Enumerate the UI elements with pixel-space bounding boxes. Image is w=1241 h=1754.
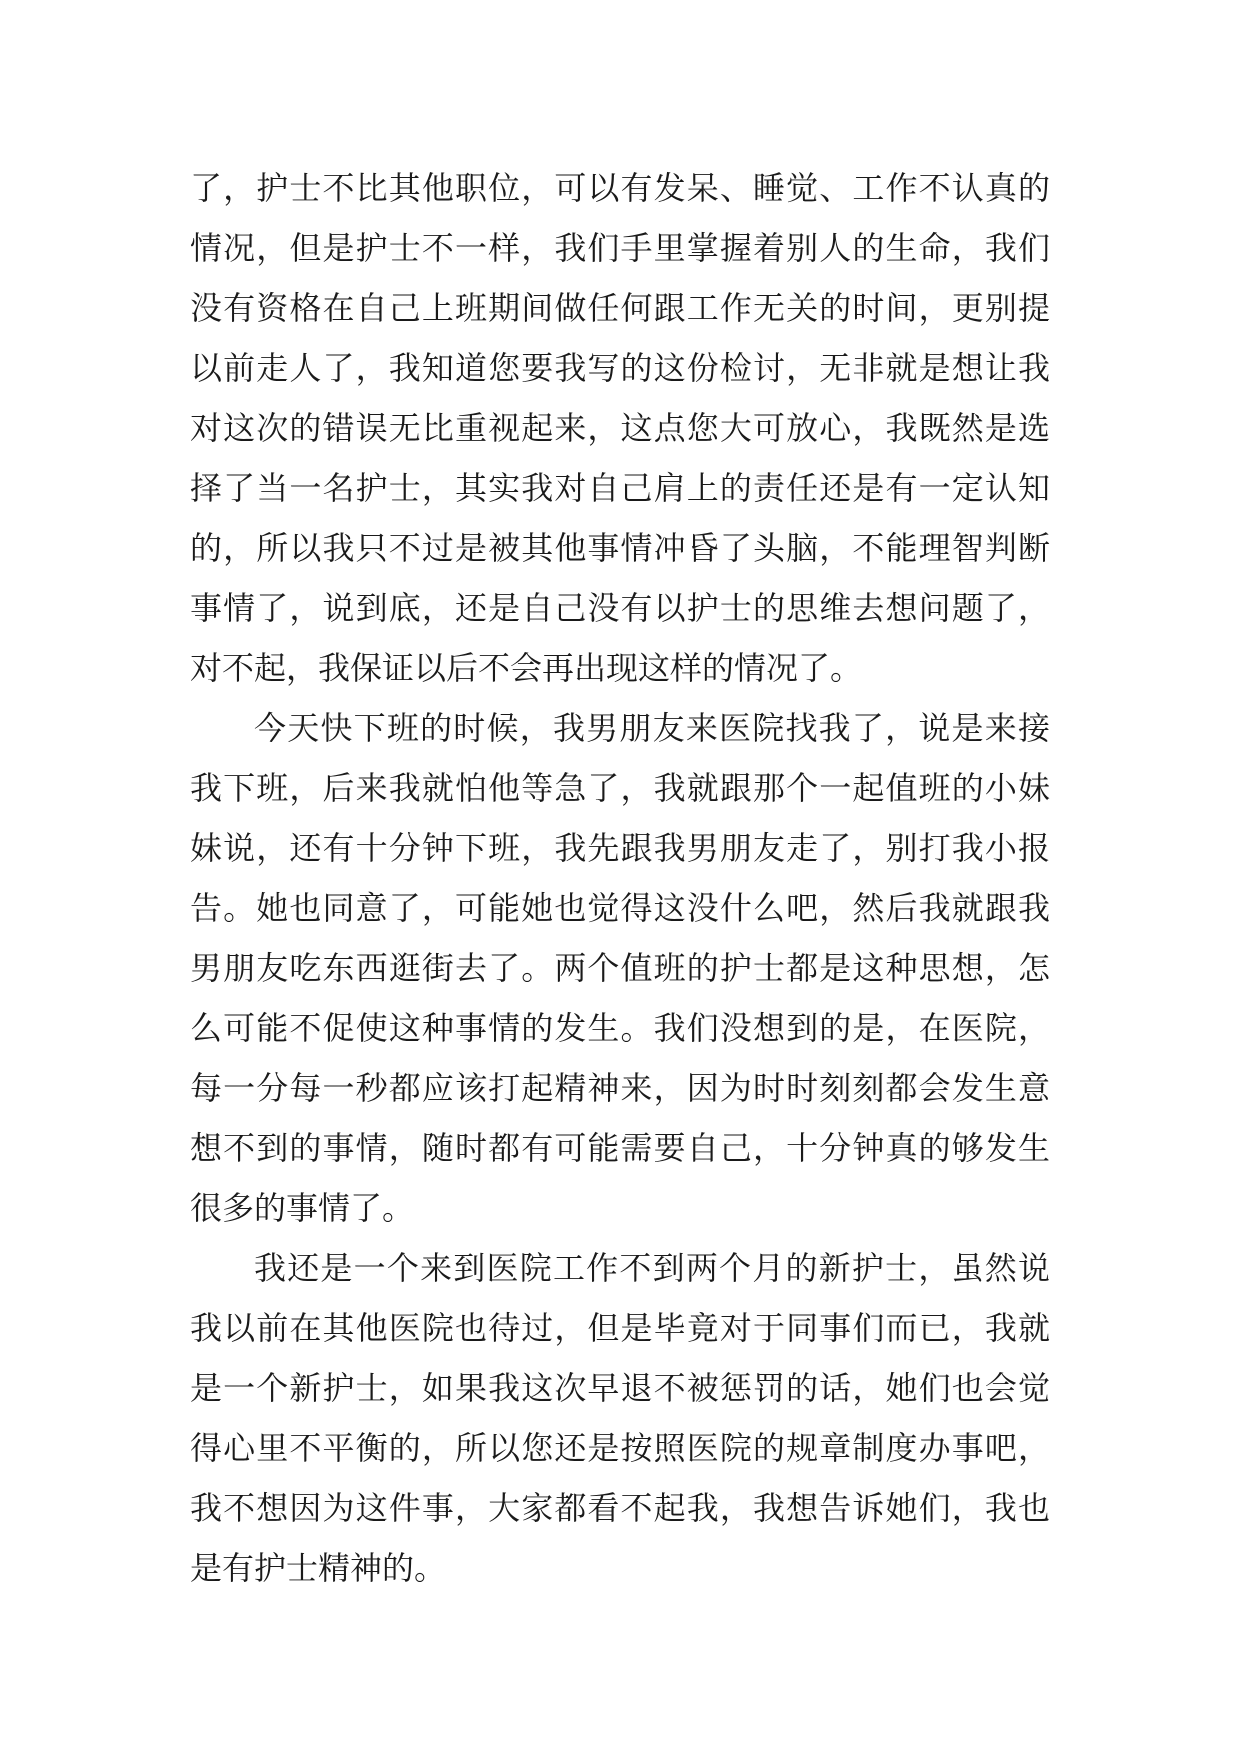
text-line: 情况，但是护士不一样，我们手里掌握着别人的生命，我们 bbox=[190, 229, 1050, 267]
text-line: 我以前在其他医院也待过，但是毕竟对于同事们而已，我就 bbox=[190, 1309, 1050, 1347]
text-line: 每一分每一秒都应该打起精神来，因为时时刻刻都会发生意 bbox=[190, 1069, 1050, 1107]
text-line: 我下班，后来我就怕他等急了，我就跟那个一起值班的小妹 bbox=[190, 769, 1050, 807]
text-line: 告。她也同意了，可能她也觉得这没什么吧，然后我就跟我 bbox=[190, 889, 1050, 927]
text-line: 么可能不促使这种事情的发生。我们没想到的是，在医院， bbox=[190, 1009, 1050, 1047]
text-line: 妹说，还有十分钟下班，我先跟我男朋友走了，别打我小报 bbox=[190, 829, 1050, 867]
text-line: 今天快下班的时候，我男朋友来医院找我了，说是来接 bbox=[254, 709, 1050, 747]
text-line: 很多的事情了。 bbox=[190, 1189, 415, 1227]
paragraph-3 bbox=[190, 1238, 1050, 1598]
text-line: 我不想因为这件事，大家都看不起我，我想告诉她们，我也 bbox=[190, 1489, 1050, 1527]
text-line: 我还是一个来到医院工作不到两个月的新护士，虽然说 bbox=[254, 1249, 1050, 1287]
text-line: 对这次的错误无比重视起来，这点您大可放心，我既然是选 bbox=[190, 409, 1050, 447]
text-line: 对不起，我保证以后不会再出现这样的情况了。 bbox=[190, 649, 863, 687]
paragraph-1 bbox=[190, 158, 1050, 698]
paragraph-2 bbox=[190, 698, 1050, 1238]
text-line: 是有护士精神的。 bbox=[190, 1549, 447, 1587]
document-body bbox=[190, 158, 1050, 1598]
text-line: 得心里不平衡的，所以您还是按照医院的规章制度办事吧， bbox=[190, 1429, 1050, 1467]
text-line: 的，所以我只不过是被其他事情冲昏了头脑，不能理智判断 bbox=[190, 529, 1050, 567]
text-line: 以前走人了，我知道您要我写的这份检讨，无非就是想让我 bbox=[190, 349, 1050, 387]
text-line: 没有资格在自己上班期间做任何跟工作无关的时间，更别提 bbox=[190, 289, 1050, 327]
text-line: 是一个新护士，如果我这次早退不被惩罚的话，她们也会觉 bbox=[190, 1369, 1050, 1407]
text-line: 择了当一名护士，其实我对自己肩上的责任还是有一定认知 bbox=[190, 469, 1050, 507]
text-line: 了，护士不比其他职位，可以有发呆、睡觉、工作不认真的 bbox=[190, 169, 1050, 207]
text-line: 想不到的事情，随时都有可能需要自己，十分钟真的够发生 bbox=[190, 1129, 1050, 1167]
text-line: 事情了，说到底，还是自己没有以护士的思维去想问题了， bbox=[190, 589, 1050, 627]
text-line: 男朋友吃东西逛街去了。两个值班的护士都是这种思想，怎 bbox=[190, 949, 1050, 987]
